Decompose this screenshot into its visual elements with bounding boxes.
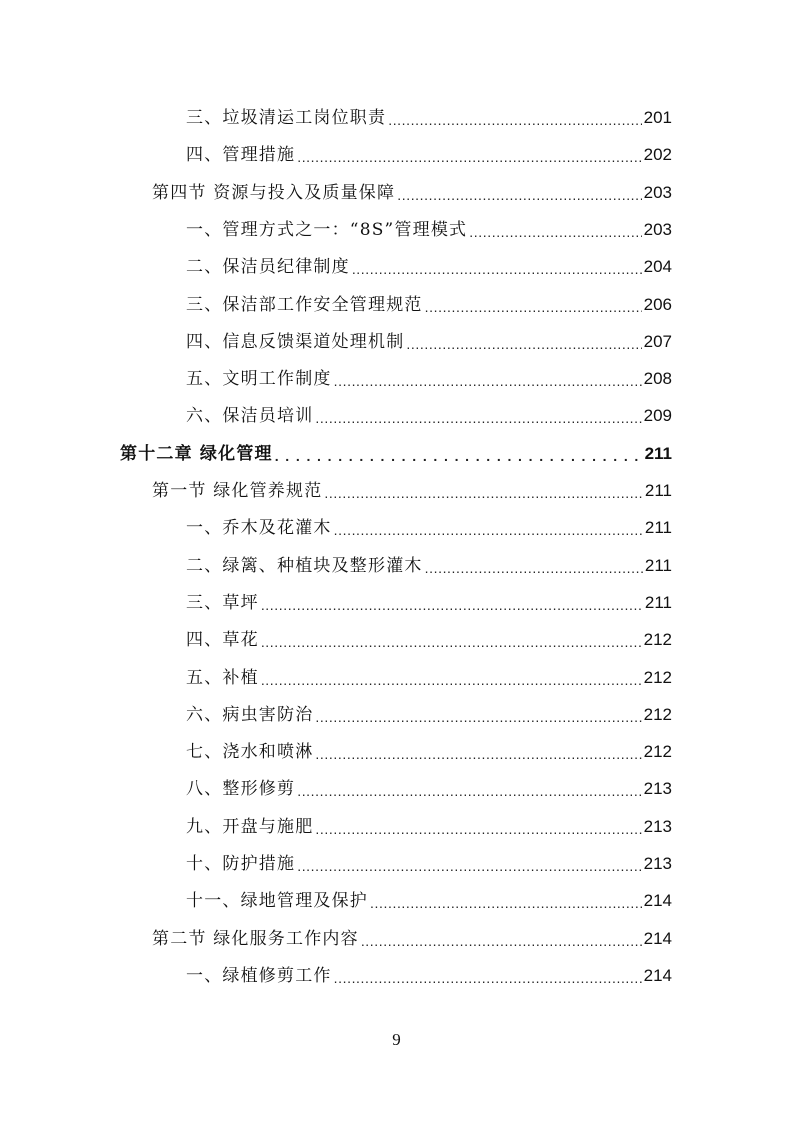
toc-entry-title: 六、病虫害防治	[186, 704, 314, 725]
dot-leader	[469, 215, 641, 245]
toc-entry[interactable]	[186, 364, 672, 394]
dot-leader	[315, 700, 641, 730]
toc-entry[interactable]	[186, 700, 672, 730]
toc-entry[interactable]	[152, 476, 672, 506]
dot-leader	[334, 961, 642, 991]
dot-leader	[352, 252, 642, 282]
toc-entry-page: 212	[643, 704, 672, 724]
dot-leader	[297, 774, 641, 804]
toc-entry-title: 八、整形修剪	[186, 779, 296, 800]
toc-entry-page: 203	[643, 182, 672, 202]
toc-entry-title: 七、浇水和喷淋	[186, 742, 314, 763]
toc-entry-page: 209	[643, 406, 672, 426]
dot-leader	[261, 663, 642, 693]
toc-entry-page: 206	[643, 294, 672, 314]
toc-entry-title: 十一、绿地管理及保护	[186, 891, 368, 912]
toc-entry[interactable]	[152, 178, 672, 208]
toc-entry-page: 211	[644, 518, 672, 538]
toc-entry[interactable]	[186, 215, 672, 245]
page-number: 9	[392, 1030, 401, 1049]
dot-leader	[425, 290, 642, 320]
toc-entry-page: 213	[643, 816, 672, 836]
toc-entry-page: 212	[643, 630, 672, 650]
toc-entry[interactable]	[186, 551, 672, 581]
toc-entry-title: 一、管理方式之一：“8S”管理模式	[186, 219, 468, 240]
dot-leader	[275, 439, 643, 469]
toc-entry[interactable]	[186, 140, 672, 170]
toc-entry-page: 211	[644, 555, 672, 575]
toc-entry-page: 203	[643, 219, 672, 239]
dot-leader	[297, 849, 641, 879]
toc-entry-page: 213	[643, 779, 672, 799]
toc-entry[interactable]	[186, 625, 672, 655]
dot-leader	[261, 588, 643, 618]
toc-entry-page: 214	[643, 928, 672, 948]
dot-leader	[334, 364, 642, 394]
toc-entry-page: 204	[643, 257, 672, 277]
toc-entry-title: 二、绿篱、种植块及整形灌木	[186, 555, 423, 576]
toc-entry-title: 三、保洁部工作安全管理规范	[186, 294, 423, 315]
toc-entry-title: 三、草坪	[186, 592, 259, 613]
toc-entry-page: 213	[643, 854, 672, 873]
dot-leader	[361, 924, 642, 954]
dot-leader	[406, 327, 641, 357]
toc-entry-page: 212	[643, 742, 672, 762]
toc-entry-title: 二、保洁员纪律制度	[186, 257, 350, 278]
toc-entry-title: 四、草花	[186, 630, 259, 651]
toc-entry-title: 第四节 资源与投入及质量保障	[152, 182, 396, 203]
toc-entry-page: 211	[644, 592, 672, 612]
dot-leader	[315, 812, 641, 842]
toc-entry-title: 第二节 绿化服务工作内容	[152, 928, 359, 949]
toc-entry-page: 211	[644, 481, 672, 500]
toc-entry-title: 三、垃圾清运工岗位职责	[186, 108, 387, 128]
toc-entry-title: 一、乔木及花灌木	[186, 518, 332, 539]
toc-entry-title: 第一节 绿化管养规范	[152, 481, 323, 501]
toc-entry[interactable]	[186, 290, 672, 320]
toc-entry-title: 九、开盘与施肥	[186, 816, 314, 837]
toc-entry-title: 十、防护措施	[186, 854, 296, 874]
toc-entry-title: 一、绿植修剪工作	[186, 965, 332, 986]
toc-entry[interactable]	[186, 961, 672, 991]
dot-leader	[324, 476, 642, 506]
toc-entry[interactable]	[152, 924, 672, 954]
toc-entry-page: 212	[643, 667, 672, 687]
toc-entry[interactable]	[186, 513, 672, 543]
toc-entry-page: 201	[643, 108, 672, 127]
toc-entry[interactable]	[186, 737, 672, 767]
dot-leader	[315, 737, 641, 767]
dot-leader	[397, 178, 641, 208]
dot-leader	[315, 401, 641, 431]
dot-leader	[334, 513, 643, 543]
toc-entry-title: 第十二章 绿化管理	[120, 443, 273, 464]
toc-entry-page: 207	[643, 331, 672, 351]
toc-entry-title: 四、信息反馈渠道处理机制	[186, 331, 405, 352]
toc-entry[interactable]	[186, 812, 672, 842]
toc-entry-title: 四、管理措施	[186, 145, 296, 166]
toc-entry[interactable]	[186, 103, 672, 133]
toc-entry-page: 202	[643, 145, 672, 165]
dot-leader	[297, 140, 641, 170]
dot-leader	[370, 886, 642, 916]
toc-entry-page: 214	[643, 965, 672, 985]
toc-entry-page: 211	[644, 443, 672, 463]
dot-leader	[261, 625, 642, 655]
dot-leader	[388, 103, 641, 133]
dot-leader	[425, 551, 643, 581]
toc-entry-title: 六、保洁员培训	[186, 406, 314, 427]
toc-entry[interactable]	[186, 588, 672, 618]
toc-entry[interactable]	[186, 327, 672, 357]
toc-entry-page: 214	[643, 891, 672, 911]
toc-entry[interactable]	[186, 252, 672, 282]
toc-entry[interactable]	[186, 886, 672, 916]
toc-entry-page: 208	[643, 369, 672, 389]
toc-entry[interactable]	[186, 401, 672, 431]
toc-entry[interactable]	[186, 774, 672, 804]
toc-chapter-entry[interactable]	[120, 439, 672, 469]
toc-entry[interactable]	[186, 849, 672, 879]
toc-entry[interactable]	[186, 663, 672, 693]
toc-entry-title: 五、补植	[186, 667, 259, 688]
toc-entry-title: 五、文明工作制度	[186, 369, 332, 390]
